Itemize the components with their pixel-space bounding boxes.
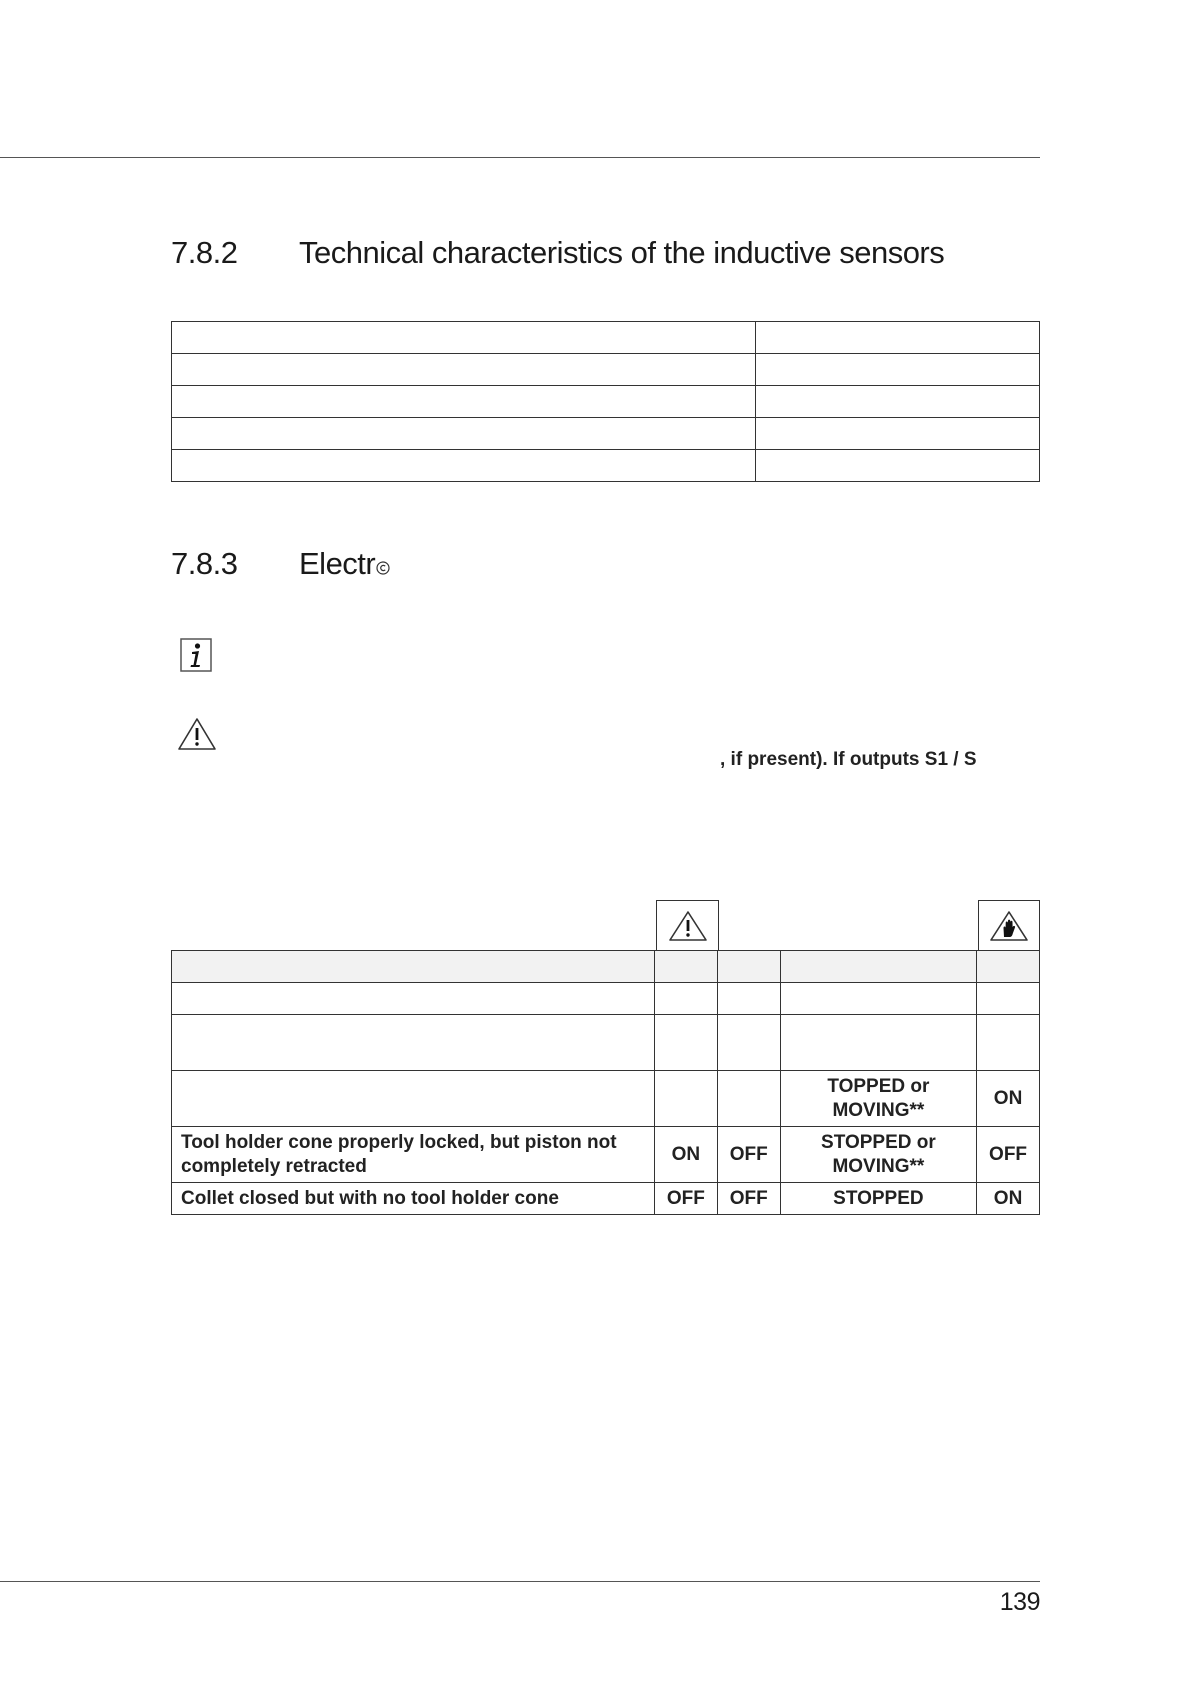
table-cell-description [172,1071,655,1127]
table-cell-state: STOPPED or MOVING** [780,1127,976,1183]
table-row [172,354,1040,386]
table-header-cell [654,951,717,983]
table-cell-s2 [717,1015,780,1071]
table-header-cell [780,951,976,983]
status-icon-cell [656,900,719,950]
table-cell-lock [977,1015,1040,1071]
table-header-cell [717,951,780,983]
table-cell [172,322,756,354]
table-cell-state: STOPPED [780,1183,976,1215]
table-cell-s2 [717,983,780,1015]
table-cell-description [172,983,655,1015]
table-row [172,1015,1040,1071]
table-row [172,418,1040,450]
table-header-row [172,951,1040,983]
section-heading-7-8-2 [171,235,944,271]
table-cell-s2: OFF [717,1127,780,1183]
table-cell-s1 [654,1015,717,1071]
status-icon-cell [978,900,1040,950]
table-cell [172,386,756,418]
warning-triangle-icon [177,717,217,756]
page-number: 139 [999,1588,1040,1616]
table-cell-state [780,1015,976,1071]
warning-triangle-icon [668,910,708,942]
table-header-cell [172,951,655,983]
footer-rule [0,1581,1040,1582]
table-cell-s1 [654,1071,717,1127]
table-cell [756,418,1040,450]
table-cell [756,386,1040,418]
table-row [172,1071,1040,1127]
stop-hand-icon [989,910,1029,942]
table-cell-lock: OFF [977,1127,1040,1183]
sensor-characteristics-table [171,321,1040,482]
copyright-icon [376,561,390,575]
table-cell-s1: OFF [654,1183,717,1215]
table-cell-description [172,1015,655,1071]
section-number: 7.8.3 [171,546,238,581]
table-cell-s1: ON [654,1127,717,1183]
table-cell [756,322,1040,354]
table-cell-lock: ON [977,1071,1040,1127]
table-cell [172,354,756,386]
table-header-cell [977,951,1040,983]
warning-text: , if present). If outputs S1 / S [720,749,977,770]
table-row [172,983,1040,1015]
table-cell [172,450,756,482]
table-cell-description: Collet closed but with no tool holder cone [172,1183,655,1215]
table-cell-s2 [717,1071,780,1127]
section-number: 7.8.2 [171,235,238,270]
table-row [172,1127,1040,1183]
table-cell-description: Tool holder cone properly locked, but piston not completely retracted [172,1127,655,1183]
section-title: Technical characteristics of the inductive sensors [299,235,945,270]
header-rule [0,157,1040,158]
table-cell-s2: OFF [717,1183,780,1215]
table-cell-lock: ON [977,1183,1040,1215]
info-icon [180,638,212,677]
table-cell-state [780,983,976,1015]
table-row [172,1183,1040,1215]
table-row [172,450,1040,482]
table-cell-lock [977,983,1040,1015]
table-cell-state: TOPPED or MOVING** [780,1071,976,1127]
table-cell [756,354,1040,386]
table-row [172,322,1040,354]
table-cell [172,418,756,450]
section-title: Electr [299,546,376,581]
table-cell-s1 [654,983,717,1015]
table-row [172,386,1040,418]
table-cell [756,450,1040,482]
section-heading-7-8-3 [171,546,390,582]
sensor-state-table [171,950,1040,1215]
